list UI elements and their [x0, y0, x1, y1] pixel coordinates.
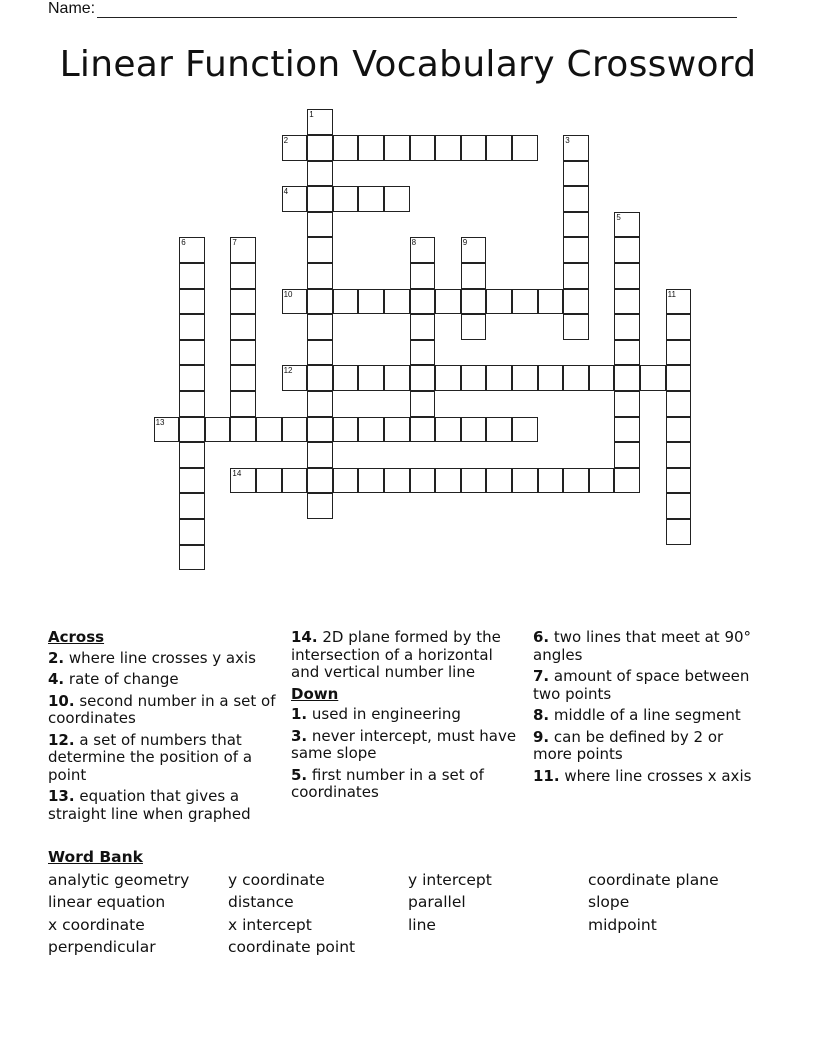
word-bank-item: y coordinate [228, 870, 325, 889]
crossword-cell[interactable] [461, 135, 487, 161]
crossword-cell[interactable] [307, 468, 333, 494]
clue-text: a set of numbers that determine the position of a point [48, 730, 253, 784]
crossword-cell[interactable] [358, 289, 384, 315]
crossword-cell[interactable] [333, 186, 359, 212]
crossword-cell[interactable] [307, 289, 333, 315]
crossword-cell[interactable] [461, 289, 487, 315]
crossword-cell[interactable] [461, 365, 487, 391]
clue-text: used in engineering [307, 705, 461, 723]
crossword-cell[interactable] [666, 365, 692, 391]
crossword-cell[interactable] [307, 109, 333, 135]
clue-number: 12 [283, 366, 293, 376]
clue-number-label: 10. [48, 691, 75, 710]
crossword-cell[interactable] [307, 340, 333, 366]
crossword-cell[interactable] [307, 442, 333, 468]
crossword-cell[interactable] [614, 263, 640, 289]
crossword-cell[interactable] [410, 365, 436, 391]
crossword-cell[interactable] [640, 365, 666, 391]
clue-number: 14 [232, 468, 242, 478]
crossword-cell[interactable] [614, 212, 640, 238]
crossword-cell[interactable] [614, 237, 640, 263]
clue-item [48, 732, 280, 785]
clue-number-label: 7. [533, 667, 550, 685]
clue-number: 3 [565, 136, 570, 145]
clue-text: never intercept, must have same slope [291, 726, 517, 762]
crossword-cell[interactable] [230, 391, 256, 417]
crossword-cell[interactable] [461, 314, 487, 340]
crossword-cell[interactable] [307, 314, 333, 340]
crossword-cell[interactable] [384, 186, 410, 212]
crossword-cell[interactable] [486, 289, 512, 315]
crossword-cell[interactable] [230, 365, 256, 391]
word-bank-heading: Word Bank [48, 848, 143, 866]
clue-item [48, 671, 280, 689]
crossword-cell[interactable] [384, 468, 410, 494]
crossword-cell[interactable] [358, 417, 384, 443]
clue-text: can be defined by 2 or more points [533, 727, 724, 763]
crossword-cell[interactable] [282, 135, 308, 161]
clue-number: 6 [181, 238, 186, 248]
clue-text: first number in a set of coordinates [291, 765, 484, 801]
clue-text: two lines that meet at 90° angles [533, 628, 752, 664]
crossword-cell[interactable] [307, 365, 333, 391]
crossword-cell[interactable] [307, 212, 333, 238]
crossword-cell[interactable] [461, 468, 487, 494]
crossword-cell[interactable] [230, 289, 256, 315]
crossword-cell[interactable] [563, 212, 589, 238]
clue-item [533, 629, 765, 664]
clue-text: rate of change [64, 670, 179, 688]
crossword-cell[interactable] [614, 289, 640, 315]
crossword-cell[interactable] [666, 289, 692, 315]
crossword-cell[interactable] [435, 135, 461, 161]
clue-number-label: 11. [533, 766, 560, 785]
crossword-cell[interactable] [410, 468, 436, 494]
crossword-cell[interactable] [410, 263, 436, 289]
clue-number-label: 9. [533, 727, 550, 746]
crossword-cell[interactable] [563, 365, 589, 391]
crossword-cell[interactable] [563, 289, 589, 315]
word-bank-item: slope [588, 893, 630, 911]
clue-number-label: 4. [48, 670, 65, 688]
crossword-cell[interactable] [486, 365, 512, 391]
clue-number-label: 2. [48, 648, 65, 667]
crossword-cell[interactable] [563, 135, 589, 161]
word-bank-item: line [408, 915, 436, 934]
crossword-cell[interactable] [435, 417, 461, 443]
crossword-cell[interactable] [563, 186, 589, 212]
clue-text: 2D plane formed by the intersection of a horizontal and vertical number line [291, 628, 501, 681]
crossword-cell[interactable] [563, 314, 589, 340]
crossword-cell[interactable] [614, 391, 640, 417]
crossword-cell[interactable] [384, 417, 410, 443]
crossword-cell[interactable] [205, 417, 231, 443]
clue-number-label: 5. [291, 765, 308, 784]
crossword-cell[interactable] [666, 417, 692, 443]
clue-item [291, 629, 523, 682]
clue-number: 1 [309, 110, 314, 120]
crossword-cell[interactable] [614, 314, 640, 340]
crossword-cell[interactable] [461, 417, 487, 443]
crossword-cell[interactable] [307, 237, 333, 263]
crossword-cell[interactable] [230, 417, 256, 443]
crossword-cell[interactable] [179, 263, 205, 289]
crossword-cell[interactable] [589, 468, 615, 494]
crossword-cell[interactable] [282, 186, 308, 212]
crossword-cell[interactable] [256, 468, 282, 494]
crossword-cell[interactable] [614, 442, 640, 468]
clue-text: where line crosses y axis [64, 648, 256, 667]
crossword-cell[interactable] [614, 340, 640, 366]
clue-item [533, 668, 765, 703]
crossword-cell[interactable] [179, 545, 205, 571]
crossword-cell[interactable] [179, 493, 205, 519]
crossword-cell[interactable] [666, 442, 692, 468]
crossword-cell[interactable] [666, 468, 692, 494]
crossword-cell[interactable] [486, 468, 512, 494]
crossword-cell[interactable] [614, 417, 640, 443]
crossword-cell[interactable] [358, 135, 384, 161]
crossword-cell[interactable] [282, 289, 308, 315]
crossword-cell[interactable] [589, 365, 615, 391]
crossword-cell[interactable] [563, 161, 589, 187]
crossword-cell[interactable] [333, 289, 359, 315]
word-bank-item: analytic geometry [48, 870, 190, 889]
crossword-cell[interactable] [230, 314, 256, 340]
crossword-cell[interactable] [179, 442, 205, 468]
crossword-cell[interactable] [307, 186, 333, 212]
word-bank-item: coordinate point [228, 938, 356, 956]
crossword-cell[interactable] [614, 365, 640, 391]
clue-item [291, 706, 523, 724]
crossword-cell[interactable] [179, 289, 205, 315]
word-bank-item: x intercept [228, 915, 312, 934]
crossword-cell[interactable] [307, 161, 333, 187]
crossword-cell[interactable] [410, 417, 436, 443]
clue-text: where line crosses x axis [559, 766, 752, 785]
crossword-cell[interactable] [614, 468, 640, 494]
crossword-cell[interactable] [563, 468, 589, 494]
clue-number-label: 12. [48, 730, 75, 749]
crossword-cell[interactable] [538, 468, 564, 494]
name-label: Name: [48, 0, 96, 17]
crossword-cell[interactable] [179, 314, 205, 340]
crossword-cell[interactable] [435, 468, 461, 494]
crossword-cell[interactable] [410, 340, 436, 366]
crossword-cell[interactable] [512, 365, 538, 391]
crossword-cell[interactable] [435, 365, 461, 391]
clue-number: 7 [232, 238, 237, 248]
clue-number: 10 [283, 289, 293, 299]
clue-number-label: 1. [291, 705, 308, 723]
crossword-cell[interactable] [666, 340, 692, 366]
crossword-cell[interactable] [512, 417, 538, 443]
clue-number-label: 14. [291, 628, 318, 646]
crossword-cell[interactable] [179, 365, 205, 391]
crossword-cell[interactable] [384, 135, 410, 161]
crossword-cell[interactable] [358, 468, 384, 494]
clue-number-label: 13. [48, 787, 75, 805]
crossword-cell[interactable] [230, 340, 256, 366]
crossword-cell[interactable] [179, 417, 205, 443]
crossword-cell[interactable] [384, 365, 410, 391]
clue-number: 13 [155, 417, 165, 427]
crossword-cell[interactable] [410, 289, 436, 315]
crossword-cell[interactable] [563, 263, 589, 289]
across-heading: Across [48, 628, 105, 646]
crossword-cell[interactable] [230, 237, 256, 263]
word-bank-item: midpoint [588, 915, 657, 934]
crossword-cell[interactable] [307, 135, 333, 161]
clues-column-1 [48, 629, 280, 827]
crossword-cell[interactable] [256, 417, 282, 443]
crossword-cell[interactable] [538, 365, 564, 391]
crossword-cell[interactable] [666, 519, 692, 545]
crossword-cell[interactable] [307, 493, 333, 519]
crossword-cell[interactable] [512, 135, 538, 161]
word-bank-item: x coordinate [48, 915, 145, 934]
crossword-cell[interactable] [282, 417, 308, 443]
clue-text: middle of a line segment [549, 706, 741, 724]
clue-number-label: 8. [533, 706, 550, 724]
clue-item [291, 767, 523, 802]
clue-item [48, 693, 280, 728]
clue-number: 4 [283, 187, 289, 197]
crossword-cell[interactable] [179, 237, 205, 263]
crossword-cell[interactable] [230, 468, 256, 494]
crossword-cell[interactable] [666, 314, 692, 340]
down-heading: Down [291, 684, 339, 703]
crossword-cell[interactable] [179, 468, 205, 494]
crossword-cell[interactable] [358, 365, 384, 391]
word-bank-item: distance [228, 893, 294, 911]
crossword-cell[interactable] [512, 289, 538, 315]
crossword-cell[interactable] [435, 289, 461, 315]
clue-number: 8 [411, 238, 417, 248]
crossword-cell[interactable] [154, 417, 180, 443]
crossword-cell[interactable] [666, 391, 692, 417]
crossword-cell[interactable] [461, 263, 487, 289]
crossword-cell[interactable] [538, 289, 564, 315]
crossword-cell[interactable] [179, 340, 205, 366]
clue-text: equation that gives a straight line when graphed [48, 787, 251, 823]
crossword-cell[interactable] [563, 237, 589, 263]
crossword-cell[interactable] [333, 365, 359, 391]
clues-column-3 [533, 629, 765, 789]
crossword-cell[interactable] [486, 135, 512, 161]
page-title: Linear Function Vocabulary Crossword [59, 44, 757, 85]
clue-number-label: 6. [533, 628, 550, 646]
crossword-cell[interactable] [461, 237, 487, 263]
crossword-cell[interactable] [307, 263, 333, 289]
crossword-cell[interactable] [384, 289, 410, 315]
crossword-cell[interactable] [333, 468, 359, 494]
clue-number: 2 [283, 136, 289, 145]
clue-item [533, 729, 765, 764]
crossword-cell[interactable] [512, 468, 538, 494]
crossword-cell[interactable] [486, 417, 512, 443]
clue-item [533, 707, 765, 725]
word-bank-item: linear equation [48, 893, 166, 911]
crossword-cell[interactable] [410, 237, 436, 263]
crossword-cell[interactable] [230, 263, 256, 289]
clue-text: second number in a set of coordinates [48, 691, 276, 727]
clue-text: amount of space between two points [533, 667, 750, 703]
word-bank-item: coordinate plane [588, 870, 719, 889]
word-bank [48, 846, 788, 959]
clue-number: 5 [616, 212, 621, 222]
crossword-cell[interactable] [358, 186, 384, 212]
crossword-cell[interactable] [333, 135, 359, 161]
word-bank-item: perpendicular [48, 938, 156, 956]
crossword-cell[interactable] [282, 365, 308, 391]
crossword-cell[interactable] [410, 314, 436, 340]
clue-item [48, 650, 280, 668]
clue-item [533, 768, 765, 786]
crossword-cell[interactable] [333, 417, 359, 443]
crossword-cell[interactable] [307, 391, 333, 417]
clue-item [48, 788, 280, 823]
word-bank-item: parallel [408, 893, 466, 911]
crossword-cell[interactable] [179, 391, 205, 417]
crossword-cell[interactable] [410, 135, 436, 161]
clue-number-label: 3. [291, 726, 308, 745]
clues-column-2 [291, 629, 523, 806]
crossword-cell[interactable] [666, 493, 692, 519]
crossword-cell[interactable] [282, 468, 308, 494]
clue-number: 9 [462, 238, 468, 248]
crossword-cell[interactable] [307, 417, 333, 443]
clue-number: 11 [667, 289, 676, 299]
crossword-cell[interactable] [179, 519, 205, 545]
crossword-cell[interactable] [410, 391, 436, 417]
clue-item [291, 728, 523, 763]
word-bank-item: y intercept [408, 870, 492, 889]
